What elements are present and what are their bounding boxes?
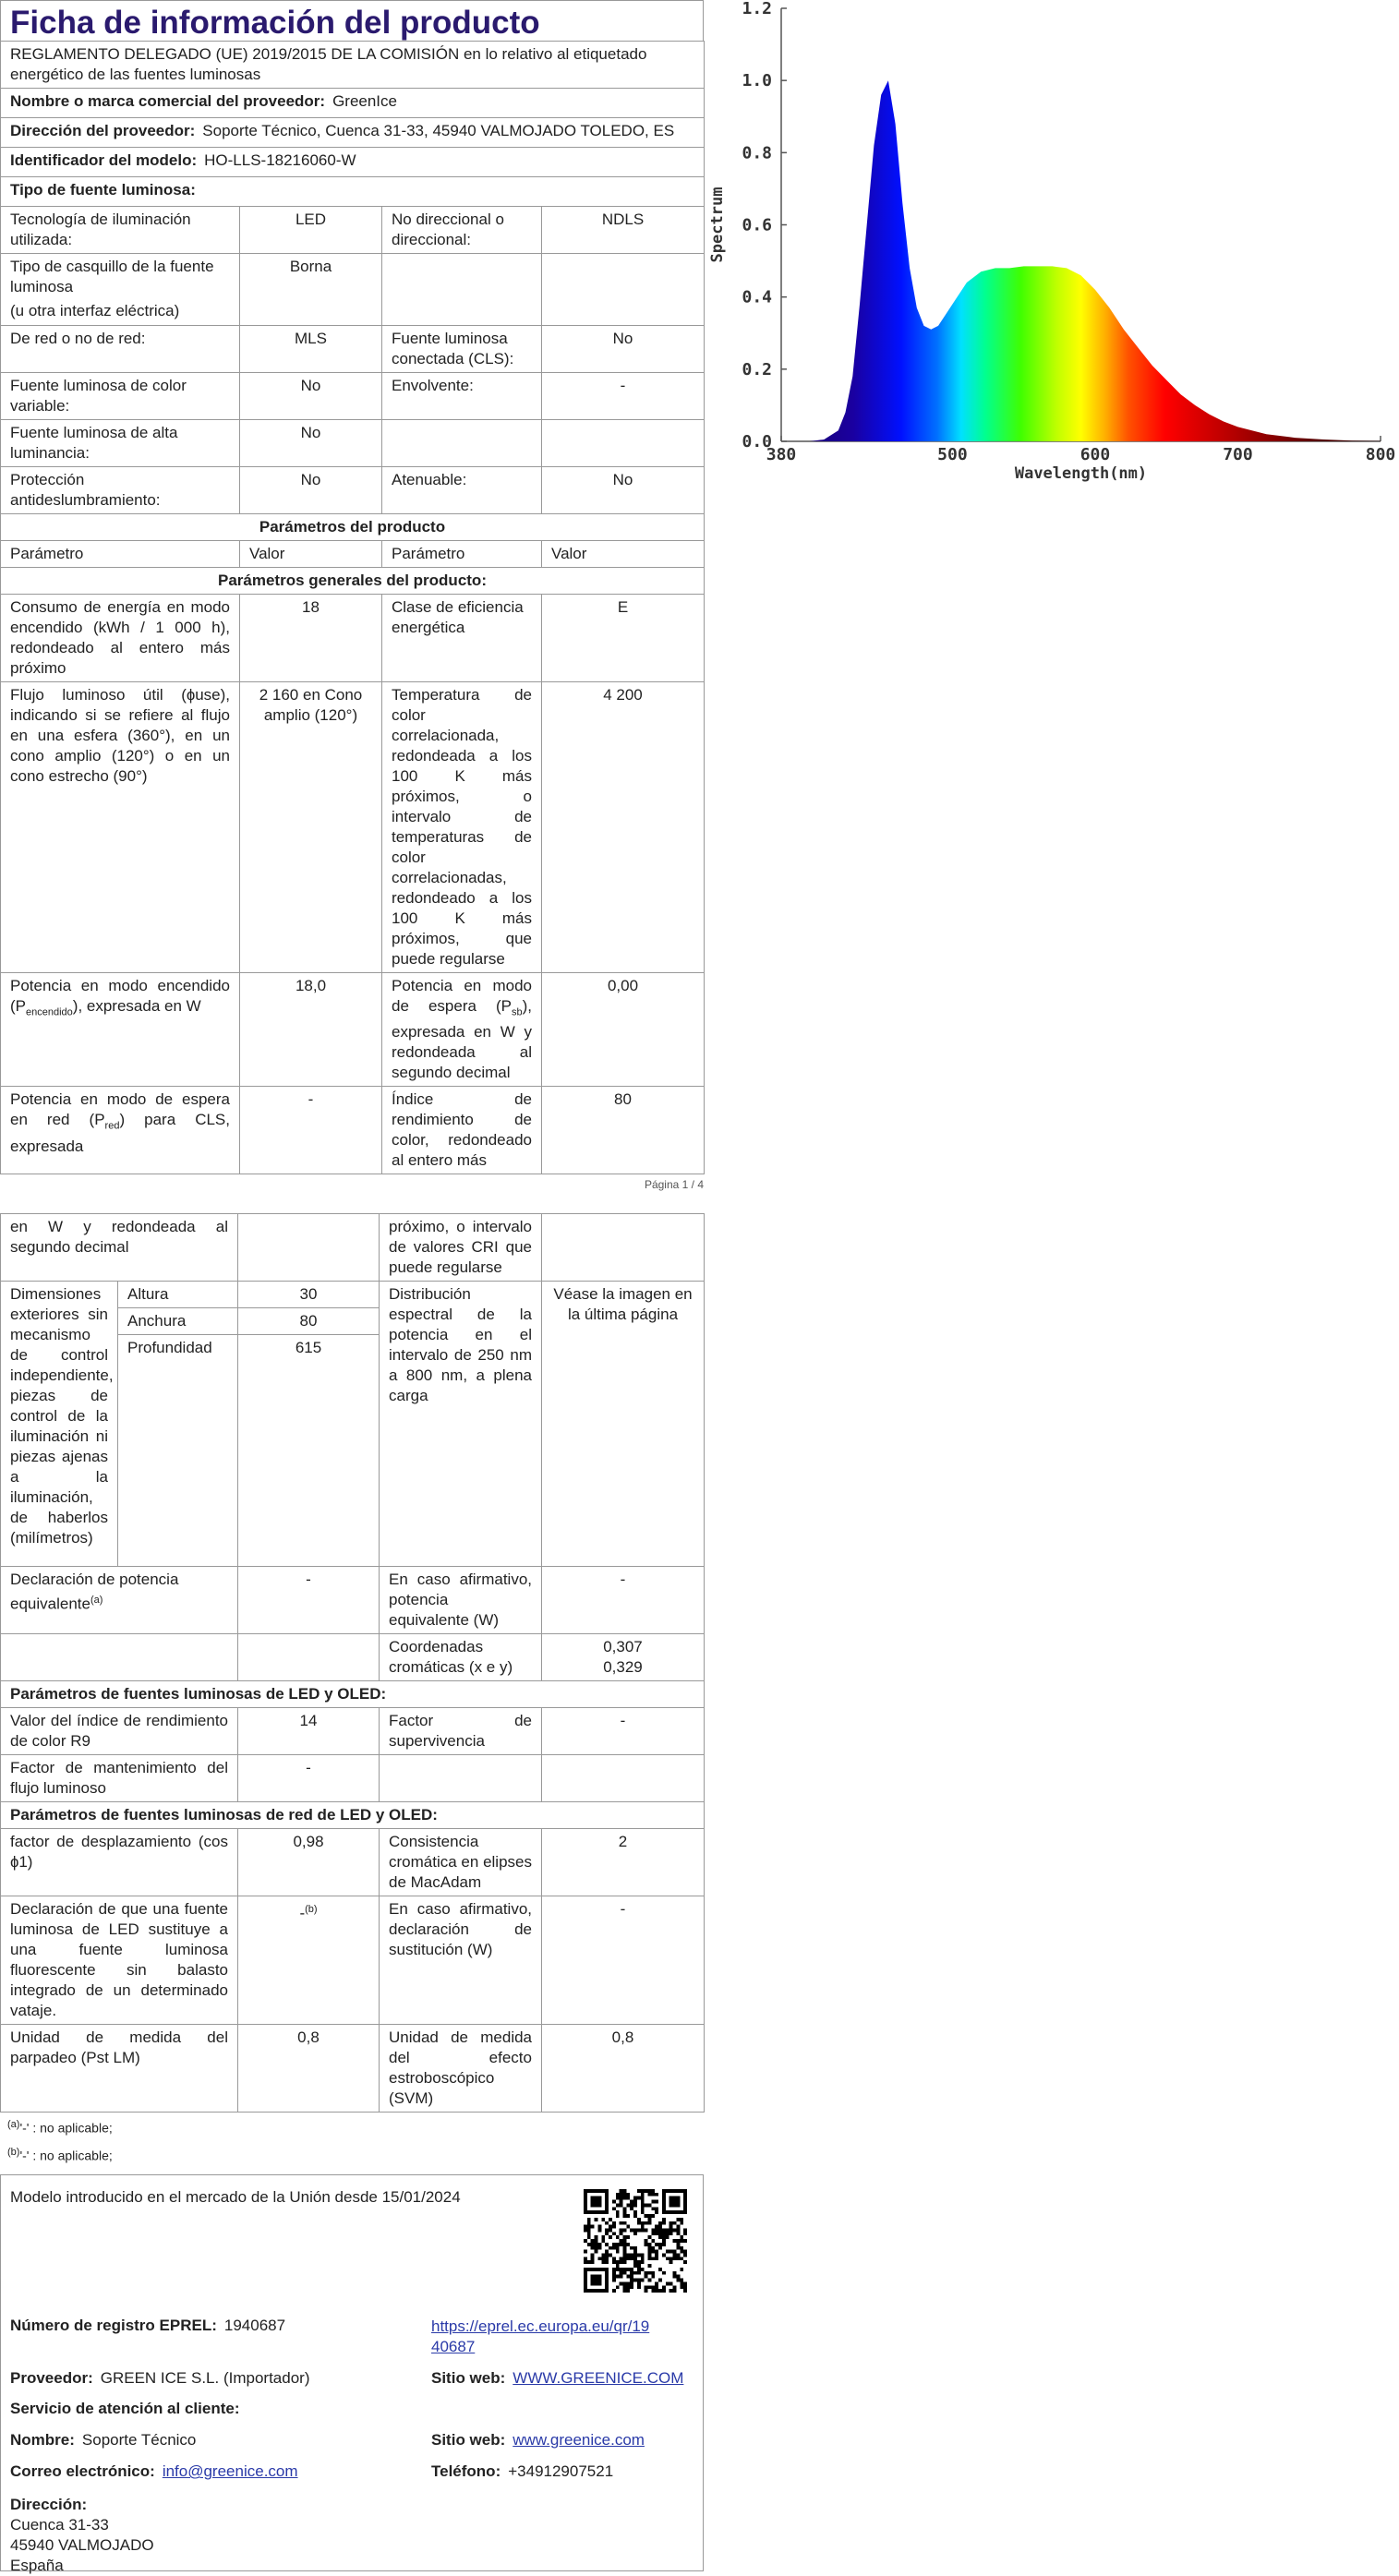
chroma-x: 0,307 [603,1637,643,1655]
replacement-claim-value [238,1896,380,2024]
replacement-claim-value-text: - [299,1904,306,1922]
cri-label: Índice de rendimiento de color, redondeado al entero más [382,1087,542,1174]
page-title: Ficha de información del producto [0,0,704,41]
survival-factor-label: Factor de supervivencia [380,1707,542,1754]
on-mode-power-label [1,973,240,1087]
y-tick-label-6: 1.2 [742,0,772,18]
footnote-a [7,2113,711,2140]
type-row-4-label-1: Fuente luminosa de alta luminancia: [1,420,240,467]
footnote-a-sup: (a) [7,2118,20,2130]
footnotes [0,2113,711,2167]
footnote-b-text: '-' : no aplicable; [19,2148,113,2163]
type-row-1-value-2 [542,254,705,326]
cri-value: 80 [542,1087,705,1174]
energy-consumption-label: Consumo de energía en modo encendido (kWh / 1 000 h), redondeado al entero más próximo [1,595,240,682]
type-row-4-value-2 [542,420,705,467]
footnote-b [7,2140,711,2168]
y-tick-label-5: 1.0 [742,71,772,91]
depth-label: Profundidad [118,1335,238,1362]
website-2-link[interactable]: www.greenice.com [513,2431,645,2450]
type-row-5-label-1: Protección antideslumbramiento: [1,467,240,514]
phone-row [431,2462,613,2481]
r9-value: 14 [238,1707,380,1754]
type-row-4-value-1: No [240,420,382,467]
standby-power-sub: sb [511,1006,523,1018]
provider-row [10,2369,309,2388]
y-axis-label: Spectrum [708,187,727,263]
type-row-3-value-2: - [542,373,705,420]
type-row-5-value-2: No [542,467,705,514]
y-tick-label-2: 0.4 [742,287,772,307]
on-mode-power-label-b: ), expresada en W [72,997,201,1015]
address-block [10,2495,154,2576]
address-label: Dirección: [10,2496,88,2514]
networked-standby-label-cont: en W y redondeada al segundo decimal [1,1214,238,1282]
address-line-1: Cuenca 31-33 [10,2516,109,2534]
x-tick-label-4: 800 [1365,445,1396,464]
eprel-value: 1940687 [223,2317,286,2335]
spd-label: Distribución espectral de la potencia en el intervalo de 250 nm a 800 nm, a plena carga [380,1282,542,1567]
energy-consumption-value: 18 [240,595,382,682]
dims-spacer-2 [238,1361,380,1566]
type-row-2-value-2: No [542,326,705,373]
footnote-b-sup: (b) [7,2146,20,2158]
eprel-label: Número de registro EPREL: [10,2317,217,2335]
survival-factor-value: - [542,1707,705,1754]
dims-spacer-1 [118,1361,238,1566]
equivalent-power-w-value: - [542,1566,705,1633]
contact-name-value: Soporte Técnico [81,2431,197,2450]
equivalent-power-label-text: Declaración de potencia equivalente [10,1570,179,1613]
parameters-table-continued [0,1213,705,2113]
stroboscopic-label: Unidad de medida del efecto estroboscópico (SVM) [380,2024,542,2112]
led-mains-heading: Parámetros de fuentes luminosas de red de LED y OLED: [1,1801,705,1828]
eprel-link-line-1[interactable]: https://eprel.ec.europa.eu/qr/19 [431,2317,650,2336]
networked-standby-value-cont [238,1214,380,1282]
x-tick-label-2: 600 [1079,445,1111,464]
supplier-address-row [1,118,705,148]
type-row-1-label-2 [382,254,542,326]
y-tick-label-1: 0.2 [742,359,772,379]
website-row [431,2369,683,2388]
equivalent-power-sup: (a) [90,1594,103,1606]
type-row-4-label-2 [382,420,542,467]
type-row-1-value-1: Borna [240,254,382,326]
footer-panel [0,2174,704,2575]
eprel-link-line-2[interactable]: 40687 [431,2338,476,2356]
supplier-address-value: Soporte Técnico, Cuenca 31-33, 45940 VALMOJADO TOLEDO, ES [202,122,675,139]
maintenance-empty-2 [542,1754,705,1801]
spd-value: Véase la imagen en la última página [542,1282,705,1567]
y-tick-labels [742,0,772,451]
height-value: 30 [238,1282,380,1308]
email-row [10,2462,298,2481]
eprel-link[interactable] [431,2317,649,2357]
replacement-w-value: - [542,1896,705,2024]
spectrum-area [781,80,1381,441]
chroma-y: 0,329 [603,1657,643,1676]
spectrum-chart [706,0,1399,489]
chroma-value [542,1633,705,1680]
r9-label: Valor del índice de rendimiento de color R9 [1,1707,238,1754]
x-tick-label-1: 500 [937,445,968,464]
footnote-a-text: '-' : no aplicable; [19,2120,113,2136]
model-id-row [1,148,705,177]
stroboscopic-value: 0,8 [542,2024,705,2112]
eprel-row [10,2317,285,2335]
x-axis-label: Wavelength(nm) [1014,464,1148,483]
product-params-heading: Parámetros del producto [1,514,705,541]
page-break [0,1174,704,1213]
replacement-claim-label: Declaración de que una fuente luminosa de LED sustituye a una fuente luminosa fluorescente sin balasto integrado de un determinado vataje. [1,1896,238,2024]
light-source-type-heading: Tipo de fuente luminosa: [1,177,705,207]
address-line-3: España [10,2557,64,2575]
qr-code-icon[interactable] [584,2189,687,2293]
type-row-3-label-1: Fuente luminosa de color variable: [1,373,240,420]
phone-label: Teléfono: [431,2462,501,2481]
customer-service-heading: Servicio de atención al cliente: [10,2400,240,2418]
type-row-0-label-2: No direccional o direccional: [382,207,542,254]
luminous-flux-value: 2 160 en Cono amplio (120°) [240,682,382,973]
type-row-0-value-1: LED [240,207,382,254]
networked-standby-label-a: Potencia en modo de espera en red (P [10,1090,230,1129]
networked-standby-label-b: ) para CLS, expresada [10,1111,230,1155]
cri-value-cont [542,1214,705,1282]
type-row-2-label-2: Fuente luminosa conectada (CLS): [382,326,542,373]
email-link[interactable]: info@greenice.com [162,2462,298,2481]
chroma-empty-2 [238,1633,380,1680]
page-number: Página 1 / 4 [644,1178,704,1192]
chroma-label: Coordenadas cromáticas (x e y) [380,1633,542,1680]
y-tick-label-0: 0.0 [742,432,772,451]
width-label: Anchura [118,1308,238,1335]
width-value: 80 [238,1308,380,1335]
col-header-value-2: Valor [542,541,705,568]
supplier-address-label: Dirección del proveedor: [10,122,196,139]
type-row-0-label-1: Tecnología de iluminación utilizada: [1,207,240,254]
provider-label: Proveedor: [10,2369,93,2388]
dimensions-label: Dimensiones exteriores sin mecanismo de control independiente, piezas de control de la iluminación ni piezas ajenas a la iluminación, de haberlos (milímetros) [1,1282,118,1567]
cct-label: Temperatura de color correlacionada, redondeada a los 100 K más próximos, o intervalo de temperaturas de color correlacionadas, redondeado a los 100 K más próximos, que puede regularse [382,682,542,973]
x-tick-labels [766,445,1396,464]
y-tick-label-3: 0.6 [742,215,772,235]
equivalent-power-value: - [238,1566,380,1633]
supplier-name-value: GreenIce [332,92,397,110]
phone-value: +34912907521 [508,2462,614,2481]
on-mode-power-value: 18,0 [240,973,382,1087]
macadam-label: Consistencia cromática en elipses de MacAdam [380,1828,542,1896]
replacement-claim-sup: (b) [305,1903,318,1915]
standby-power-label [382,973,542,1087]
cct-value: 4 200 [542,682,705,973]
type-row-3-value-1: No [240,373,382,420]
standby-power-value: 0,00 [542,973,705,1087]
maintenance-factor-value: - [238,1754,380,1801]
equivalent-power-label [1,1566,238,1633]
networked-standby-sub: red [104,1120,120,1132]
displacement-factor-label: factor de desplazamiento (cos ɸ1) [1,1828,238,1896]
on-mode-power-sub: encendido [26,1006,73,1018]
luminous-flux-label: Flujo luminoso útil (ɸuse), indicando si se refiere al flujo en una esfera (360°), en un cono amplio (120°) o en un cono estrecho (90°) [1,682,240,973]
y-tick-label-4: 0.8 [742,143,772,163]
led-oled-heading: Parámetros de fuentes luminosas de LED y OLED: [1,1680,705,1707]
equivalent-power-w-label: En caso afirmativo, potencia equivalente (W) [380,1566,542,1633]
type-row-5-label-2: Atenuable: [382,467,542,514]
market-intro-text: Modelo introducido en el mercado de la Unión desde 15/01/2024 [10,2188,461,2207]
x-tick-label-0: 380 [766,445,797,464]
type-row-2-label-1: De red o no de red: [1,326,240,373]
flicker-value: 0,8 [238,2024,380,2112]
type-row-1-label-1a: Tipo de casquillo de la fuente luminosa [10,258,214,295]
model-id-label: Identificador del modelo: [10,151,198,169]
replacement-w-label: En caso afirmativo, declaración de sustitución (W) [380,1896,542,2024]
website-label: Sitio web: [431,2369,506,2388]
website-2-label: Sitio web: [431,2431,506,2450]
maintenance-factor-label: Factor de mantenimiento del flujo luminoso [1,1754,238,1801]
x-tick-label-3: 700 [1223,445,1253,464]
type-row-1-label-1b: (u otra interfaz eléctrica) [10,302,180,319]
flicker-label: Unidad de medida del parpadeo (Pst LM) [1,2024,238,2112]
model-id-value: HO-LLS-18216060-W [204,151,356,169]
regulation-text: REGLAMENTO DELEGADO (UE) 2019/2015 DE LA COMISIÓN en lo relativo al etiquetado energético de las fuentes luminosas [1,42,705,89]
general-params-heading: Parámetros generales del producto: [1,568,705,595]
contact-name-row [10,2431,196,2450]
cri-label-cont: próximo, o intervalo de valores CRI que puede regularse [380,1214,542,1282]
email-label: Correo electrónico: [10,2462,155,2481]
networked-standby-value: - [240,1087,382,1174]
networked-standby-label [1,1087,240,1174]
col-header-value-1: Valor [240,541,382,568]
type-row-0-value-2: NDLS [542,207,705,254]
website-link[interactable]: WWW.GREENICE.COM [513,2369,684,2388]
col-header-param-1: Parámetro [1,541,240,568]
contact-name-label: Nombre: [10,2431,75,2450]
supplier-table [0,41,705,1174]
type-row-1-label-1 [1,254,240,326]
type-row-5-value-1: No [240,467,382,514]
supplier-name-row [1,89,705,118]
chroma-empty-1 [1,1633,238,1680]
standby-power-label-a: Potencia en modo de espera (P [392,977,532,1015]
height-label: Altura [118,1282,238,1308]
type-row-2-value-1: MLS [240,326,382,373]
standby-power-label-b: ), expresada en W y redondeada al segundo decimal [392,997,532,1082]
maintenance-empty-1 [380,1754,542,1801]
displacement-factor-value: 0,98 [238,1828,380,1896]
col-header-param-2: Parámetro [382,541,542,568]
energy-class-value: E [542,595,705,682]
type-row-3-label-2: Envolvente: [382,373,542,420]
provider-value: GREEN ICE S.L. (Importador) [100,2369,310,2388]
depth-value: 615 [238,1335,380,1362]
address-line-2: 45940 VALMOJADO [10,2536,154,2555]
website-2-row [431,2431,645,2450]
on-mode-power-label-a: Potencia en modo encendido (P [10,977,230,1015]
supplier-name-label: Nombre o marca comercial del proveedor: [10,92,326,110]
energy-class-label: Clase de eficiencia energética [382,595,542,682]
macadam-value: 2 [542,1828,705,1896]
